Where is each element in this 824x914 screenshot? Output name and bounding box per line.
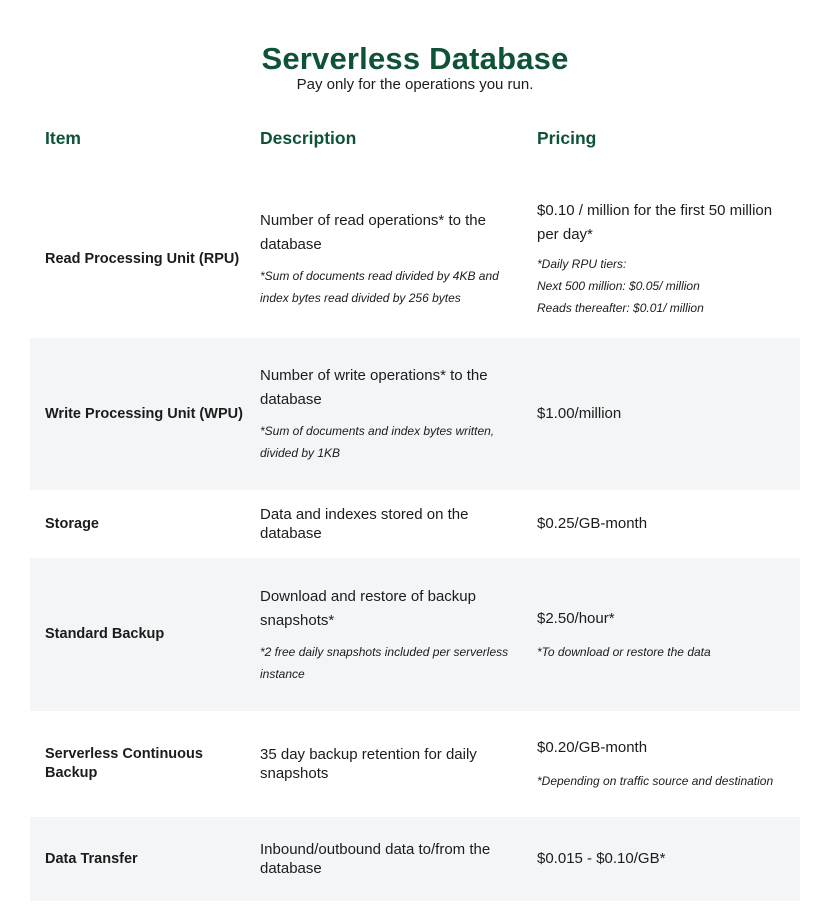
table-row-standard-backup <box>30 558 800 711</box>
column-header-pricing: Pricing <box>537 128 597 148</box>
page-subtitle: Pay only for the operations you run. <box>296 76 534 93</box>
table-row-wpu <box>30 338 800 490</box>
table-row-storage <box>30 490 800 558</box>
row-item-name: Serverless Continuous Backup <box>45 746 203 781</box>
column-header-item: Item <box>45 128 81 148</box>
price-note-line: Reads thereafter: $0.01/ million <box>537 301 704 315</box>
row-price: $0.25/GB-month <box>537 515 648 532</box>
row-item-name: Write Processing Unit (WPU) <box>45 405 243 422</box>
row-price: $2.50/hour* <box>537 609 615 627</box>
row-description-note: *Sum of documents read divided by 4KB and index bytes read divided by 256 bytes <box>260 269 499 305</box>
row-description: Number of write operations* to the database <box>260 367 488 408</box>
page-title: Serverless Database <box>261 40 569 76</box>
row-item-name: Data Transfer <box>45 850 138 867</box>
row-description-note: *2 free daily snapshots included per serverless instance <box>260 644 509 681</box>
row-item-name: Storage <box>45 515 99 532</box>
row-item-name: Read Processing Unit (RPU) <box>45 250 240 267</box>
price-note-line: Next 500 million: $0.05/ million <box>537 279 700 293</box>
table-row-continuous-backup <box>30 711 800 817</box>
row-description: 35 day backup retention for daily snapshots <box>260 746 477 782</box>
row-price-note: *To download or restore the data <box>537 644 711 659</box>
row-description: Data and indexes stored on the database <box>260 506 469 542</box>
row-price: $0.10 / million for the first 50 million per day* <box>537 202 773 243</box>
table-header <box>0 128 824 152</box>
row-price-notes <box>537 253 792 319</box>
row-item-name: Standard Backup <box>45 626 165 642</box>
row-description: Number of read operations* to the database <box>260 212 486 253</box>
row-price-note: *Depending on traffic source and destination <box>537 774 774 788</box>
table-row-rpu <box>30 180 800 338</box>
row-description-note: *Sum of documents and index bytes written, divided by 1KB <box>260 424 495 460</box>
price-note-line: *Daily RPU tiers: <box>537 257 627 271</box>
table-row-data-transfer <box>30 817 800 901</box>
row-price: $0.015 - $0.10/GB* <box>537 850 666 867</box>
row-description: Inbound/outbound data to/from the database <box>260 841 491 877</box>
row-price: $1.00/million <box>537 405 622 422</box>
row-description: Download and restore of backup snapshots* <box>260 587 476 629</box>
row-price: $0.20/GB-month <box>537 739 648 756</box>
column-header-description: Description <box>260 128 357 148</box>
